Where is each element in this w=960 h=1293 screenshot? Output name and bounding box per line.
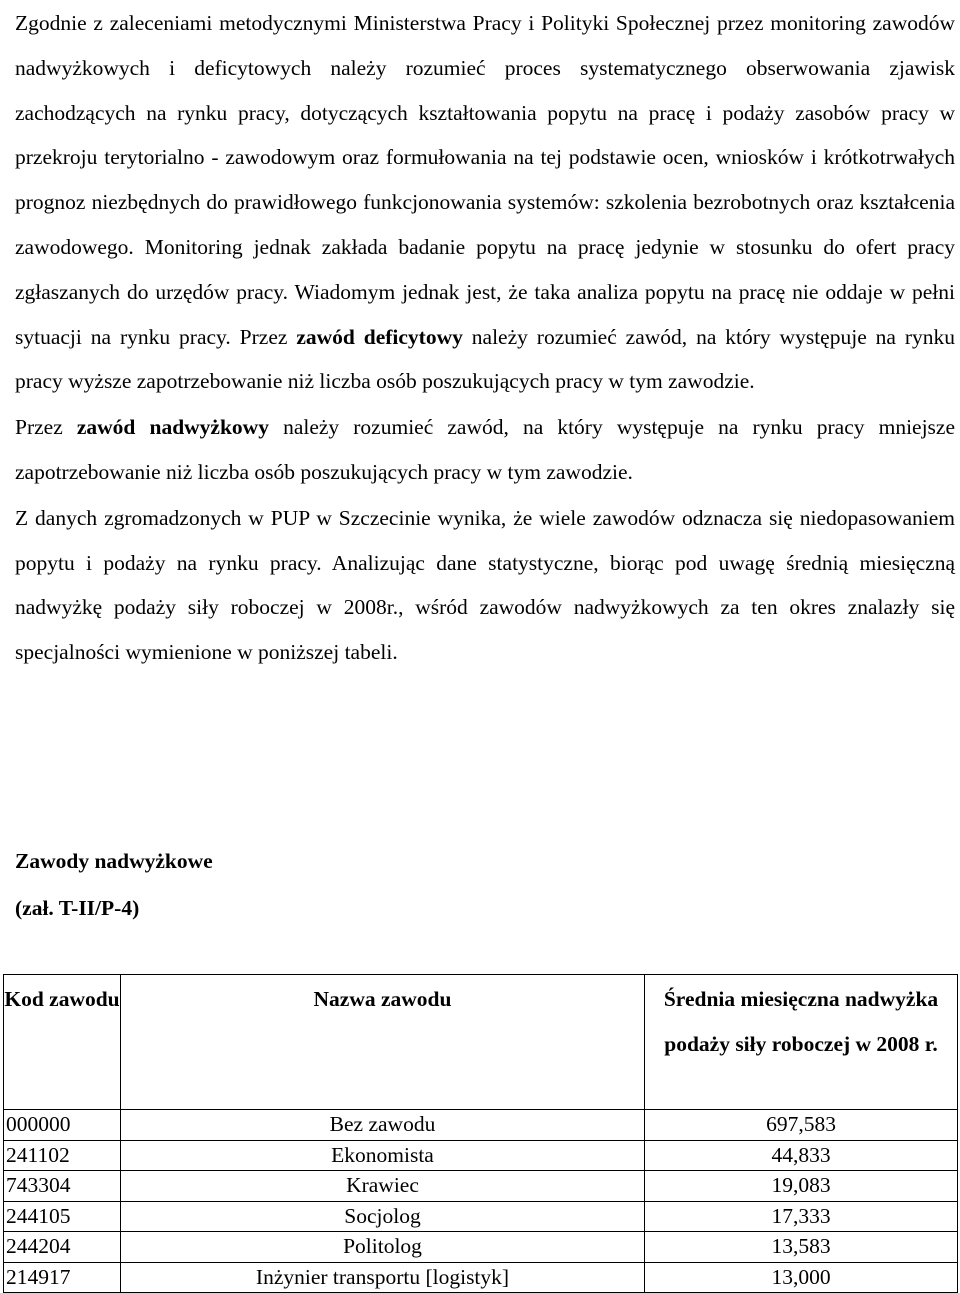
cell-value: 697,583: [645, 1110, 958, 1141]
paragraph-text: Przez: [15, 415, 77, 440]
paragraph-szczecin-data: [15, 495, 955, 675]
section-subtitle: (zał. T-II/P-4): [15, 896, 140, 920]
cell-code: 244204: [4, 1232, 121, 1263]
cell-code: 000000: [4, 1110, 121, 1141]
cell-name: Krawiec: [121, 1171, 645, 1202]
cell-code: 241102: [4, 1140, 121, 1171]
table-row: [4, 1262, 958, 1293]
table-row: [4, 1201, 958, 1232]
table-row: [4, 1140, 958, 1171]
table-header-row: [4, 975, 958, 1110]
table-row: [4, 1110, 958, 1141]
cell-value: 13,000: [645, 1262, 958, 1293]
paragraph-text: należy rozumieć zawód, na który występuje na rynku pracy wyższe zapotrzebowanie niż liczba osób poszukujących pracy w tym zawodzie.: [15, 324, 955, 394]
cell-name: Politolog: [121, 1232, 645, 1263]
paragraph-text: należy rozumieć zawód, na który występuje na rynku pracy mniejsze zapotrzebowanie niż liczba osób poszukujących pracy w tym zawodzie.: [15, 415, 956, 484]
paragraph-definition-surplus: [15, 404, 955, 495]
paragraph-text: Z danych zgromadzonych w PUP w Szczecinie wynika, że wiele zawodów odznacza się niedopasowaniem popytu i podaży na rynku pracy. Analizując dane statystyczne, biorąc pod uwagę średnią miesięczną nadwyżkę podaży siły roboczej w 2008r., wśród zawodów nadwyżkowych za ten okres znalazły się specjalności wymienione w poniższej tabeli.: [15, 505, 955, 665]
cell-name: Inżynier transportu [logistyk]: [121, 1262, 645, 1293]
header-code: Kod zawodu: [4, 975, 121, 1110]
cell-value: 13,583: [645, 1232, 958, 1263]
cell-value: 19,083: [645, 1171, 958, 1202]
cell-code: 244105: [4, 1201, 121, 1232]
section-title: Zawody nadwyżkowe: [15, 849, 213, 873]
table-row: [4, 1171, 958, 1202]
cell-name: Ekonomista: [121, 1140, 645, 1171]
table-row: [4, 1232, 958, 1263]
header-value: Średnia miesięczna nadwyżka podaży siły roboczej w 2008 r.: [645, 975, 958, 1110]
document-body: [15, 0, 955, 675]
bold-term: zawód deficytowy: [296, 324, 463, 349]
cell-code: 743304: [4, 1171, 121, 1202]
paragraph-intro: [15, 0, 955, 404]
surplus-professions-table: [3, 974, 958, 1293]
cell-value: 44,833: [645, 1140, 958, 1171]
cell-value: 17,333: [645, 1201, 958, 1232]
header-name: Nazwa zawodu: [121, 975, 645, 1110]
cell-name: Bez zawodu: [121, 1110, 645, 1141]
cell-code: 214917: [4, 1262, 121, 1293]
bold-term: zawód nadwyżkowy: [76, 415, 269, 440]
cell-name: Socjolog: [121, 1201, 645, 1232]
paragraph-text: Zgodnie z zaleceniami metodycznymi Ministerstwa Pracy i Polityki Społecznej przez monitoring zawodów nadwyżkowych i deficytowych należy rozumieć proces systematycznego obserwowania zjawisk zachodzących na rynku pracy, dotyczących kształtowania popytu na pracę i podaży zasobów pracy w przekroju terytorialno - zawodowym oraz formułowania na tej podstawie ocen, wniosków i krótkotrwałych prognoz niezbędnych do prawidłowego funkcjonowania systemów: szkolenia bezrobotnych oraz kształcenia zawodowego. Monitoring jednak zakłada badanie popytu na pracę jedynie w stosunku do ofert pracy zgłaszanych do urzędów pracy. Wiadomym jednak jest, że taka analiza popytu na pracę nie oddaje w pełni sytuacji na rynku pracy. Przez: [15, 11, 955, 349]
